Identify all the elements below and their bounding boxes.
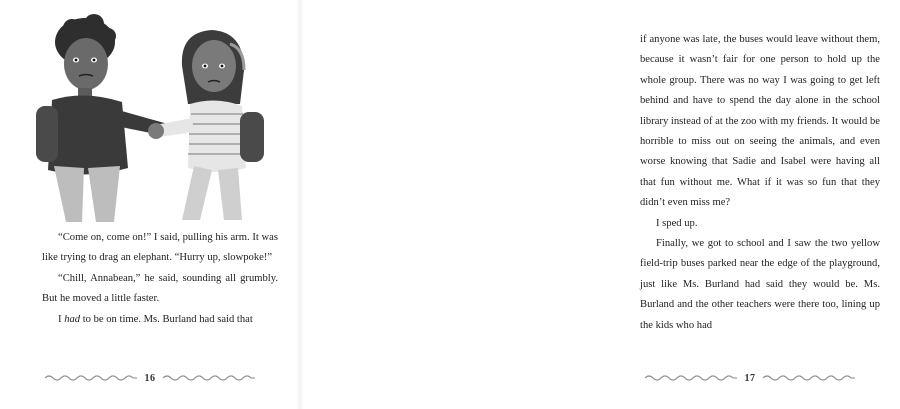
paragraph: “Come on, come on!” I said, pulling his arm. It was like trying to drag an elephant. “Hurry up, slowpoke!” — [42, 232, 278, 264]
page-number: 17 — [744, 372, 756, 384]
page-number: 16 — [144, 372, 156, 384]
boy-figure — [36, 14, 168, 222]
wave-ornament-icon — [163, 374, 255, 382]
right-page — [300, 0, 880, 409]
paragraph: I had to be on time. Ms. Burland had said that — [58, 313, 253, 325]
right-folio — [600, 372, 900, 384]
paragraph: “Chill, Annabean,” he said, sounding all grumbly. But he moved a little faster. — [42, 272, 278, 305]
wave-ornament-icon — [763, 374, 855, 382]
children-illustration — [30, 8, 270, 224]
paragraph: Finally, we got to school and I saw the two yellow field-trip buses parked near the edge of the playground, just like Ms. Burland had said they would be. Ms. Burland and the other teachers were there too, lining up the kids who had — [640, 238, 880, 331]
left-folio — [0, 372, 300, 384]
right-page-text — [640, 30, 880, 336]
left-page-text — [42, 228, 278, 330]
paragraph: I sped up. — [656, 217, 698, 229]
paragraph: if anyone was late, the buses would leave without them, because it wasn’t fair for one person to hold up the whole group. There was no way I was going to get left behind and have to spend the day alone in the school library instead of at the zoo with my friends. It would be horrible to miss out on seeing the animals, and even worse knowing that Sadie and Isabel were having all that fun without me. What if it was so fun that they didn’t even miss me? — [640, 34, 880, 209]
wave-ornament-icon — [645, 374, 737, 382]
girl-figure — [148, 30, 264, 220]
left-page — [0, 0, 300, 409]
wave-ornament-icon — [45, 374, 137, 382]
